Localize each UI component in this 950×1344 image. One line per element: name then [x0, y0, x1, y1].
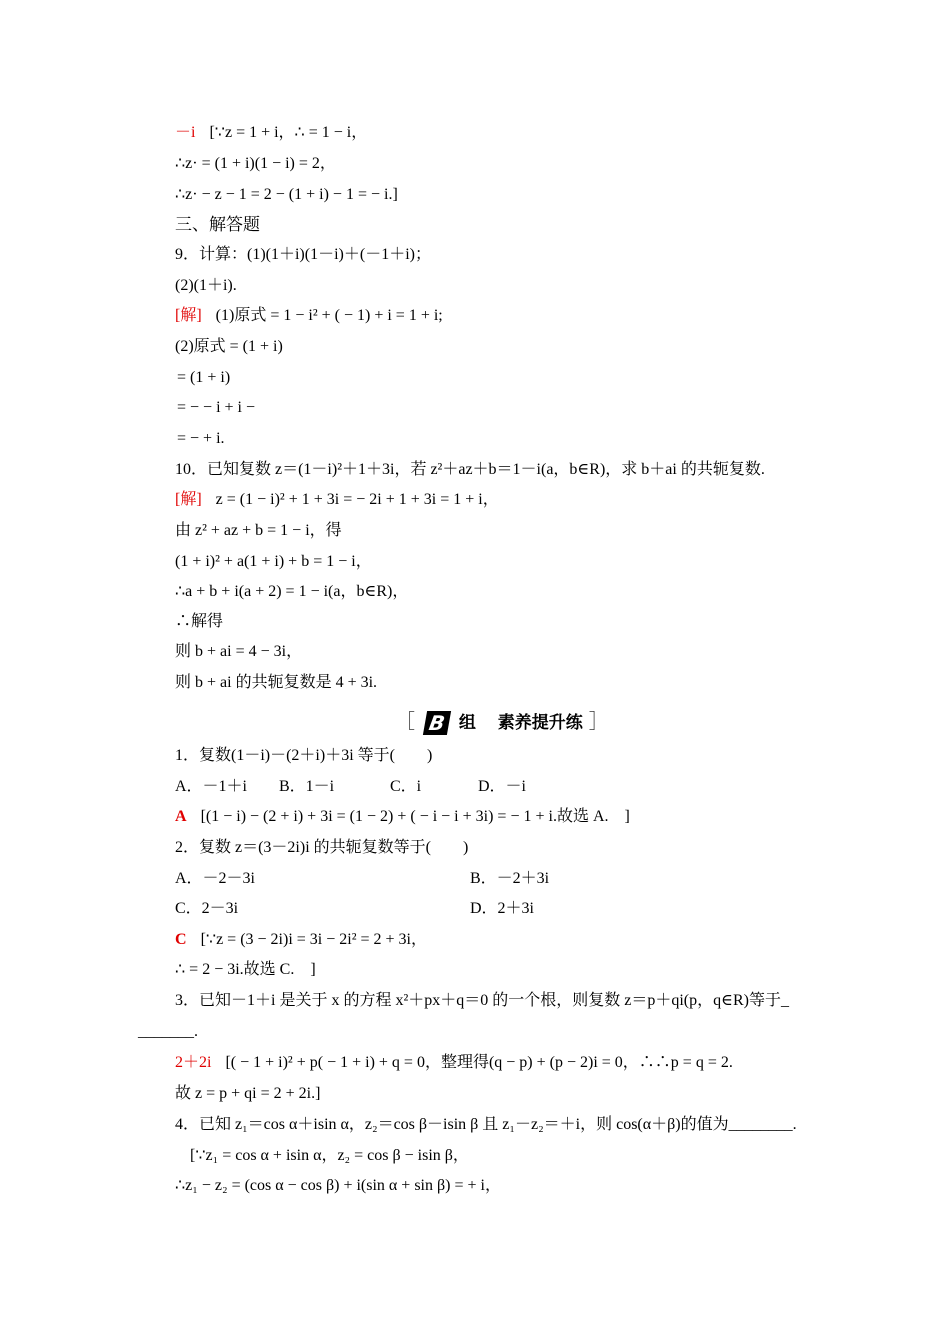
option-a: A．－1＋i: [175, 778, 248, 795]
question-4-stem: 4．已知 z₁＝cos α＋isin α，z₂＝cos β－isin β 且 z₁－z₂＝＋i，则 cos(α＋β)的值为________.: [175, 1116, 797, 1133]
solution-label: [解]: [175, 491, 202, 508]
answer-explanation-line: ∴ = 2 − 3i.故选 C. ]: [175, 961, 316, 978]
banner-title: 素养提升练: [497, 713, 583, 733]
solution-line: = − + i.: [177, 430, 225, 447]
answer-label: C: [175, 931, 187, 948]
solution-10-line: [175, 490, 499, 510]
section-heading: 三、解答题: [175, 215, 260, 234]
solution-line: (1 + i)² + a(1 + i) + b = 1 − i，: [175, 553, 372, 570]
question-1-stem: 1．复数(1－i)－(2＋i)＋3i 等于( ): [175, 747, 433, 764]
question-3-stem-cont: _______.: [138, 1023, 198, 1040]
answer-explanation: [∵z = (3 − 2i)i = 3i − 2i² = 2 + 3i，: [200, 931, 427, 948]
question-2-answer: [175, 930, 427, 950]
group-b-banner: [395, 707, 609, 735]
solution-line: 由 z² + az + b = 1 − i，得: [175, 522, 342, 539]
option-c: C．i: [390, 778, 422, 795]
solution-line: 则 b + ai 的共轭复数是 4 + 3i.: [175, 674, 378, 691]
solution-text: (1)原式 = 1 − i² + ( − 1) + i = 1 + i;: [215, 307, 443, 324]
solution-line: ∴z· − z − 1 = 2 − (1 + i) − 1 = − i.]: [175, 186, 398, 203]
solution-line: ∴解得: [175, 613, 224, 630]
solution-text: z = (1 − i)² + 1 + 3i = − 2i + 1 + 3i = 1 + i，: [215, 491, 499, 508]
answer-explanation: [( − 1 + i)² + p( − 1 + i) + q = 0，整理得(q − p) + (p − 2)i = 0，∴∴p = q = 2.: [225, 1054, 733, 1071]
answer-explanation-line: 故 z = p + qi = 2 + 2i.]: [175, 1085, 321, 1102]
banner-open-bracket: ［: [395, 709, 415, 733]
solution-9-line: [175, 306, 443, 326]
answer-line-8: [175, 123, 367, 143]
option-b: B．－2＋3i: [470, 870, 550, 887]
group-b-badge: B: [423, 711, 451, 735]
answer-label: A: [175, 808, 187, 825]
answer-label: －i: [175, 124, 196, 141]
question-1-answer: [175, 807, 630, 827]
solution-line: ∴a + b + i(a + 2) = 1 − i(a，b∈R)，: [175, 583, 409, 600]
solution-line: (2)原式 = (1 + i): [175, 338, 283, 355]
answer-explanation-line: [∵z₁ = cos α + isin α，z₂ = cos β − isin β，: [190, 1147, 469, 1164]
question-3-answer: [175, 1053, 733, 1073]
question-9-part2: (2)(1＋i).: [175, 277, 237, 294]
question-10-stem: 10．已知复数 z＝(1－i)²＋1＋3i，若 z²＋az＋b＝1－i(a，b∈R)，求 b＋ai 的共轭复数.: [175, 461, 765, 478]
solution-label: [解]: [175, 307, 202, 324]
answer-text: [∵z = 1 + i，∴ = 1 − i，: [209, 124, 368, 141]
answer-explanation-line: ∴z₁ − z₂ = (cos α − cos β) + i(sin α + sin β) = + i，: [175, 1177, 501, 1194]
answer-label: 2＋2i: [175, 1054, 212, 1071]
question-2-stem: 2．复数 z＝(3－2i)i 的共轭复数等于( ): [175, 839, 469, 856]
question-9-stem: 9．计算：(1)(1＋i)(1－i)＋(－1＋i)；: [175, 246, 431, 263]
option-c: C．2－3i: [175, 900, 239, 917]
question-1-options: [175, 777, 526, 797]
option-a: A．－2－3i: [175, 870, 256, 887]
solution-line: 则 b + ai = 4 − 3i，: [175, 643, 303, 660]
question-2-options-row2: [175, 899, 534, 919]
option-d: D．2＋3i: [470, 900, 535, 917]
banner-group: 组: [458, 713, 476, 733]
question-3-stem: 3．已知－1＋i 是关于 x 的方程 x²＋px＋q＝0 的一个根，则复数 z＝p＋qi(p，q∈R)等于_: [175, 992, 789, 1009]
solution-line: = (1 + i): [177, 369, 231, 386]
answer-explanation: [(1 − i) − (2 + i) + 3i = (1 − 2) + ( − i − i + 3i) = − 1 + i.故选 A. ]: [200, 808, 630, 825]
option-d: D．－i: [478, 778, 527, 795]
option-b: B．1－i: [279, 778, 335, 795]
banner-close-bracket: ］: [588, 709, 609, 733]
question-2-options-row1: [175, 869, 549, 889]
solution-line: ∴z· = (1 + i)(1 − i) = 2，: [175, 155, 336, 172]
solution-line: = − − i + i −: [177, 399, 256, 416]
